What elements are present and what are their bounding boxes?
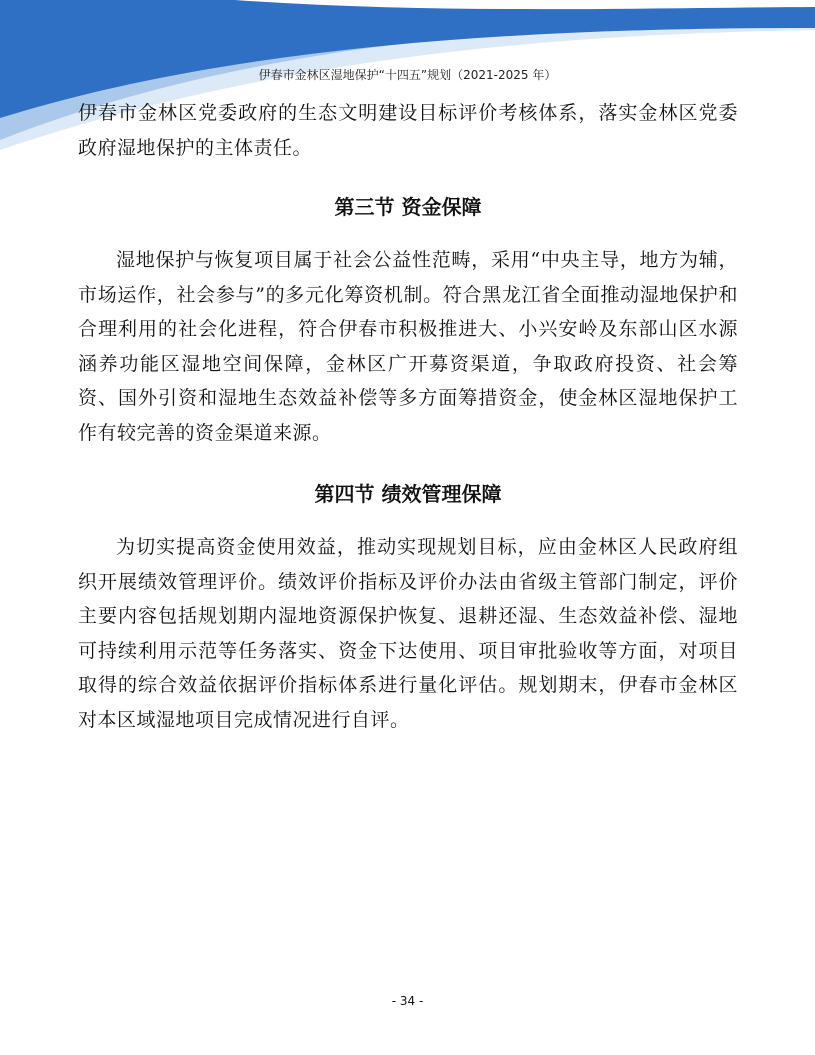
section-4-title: 第四节 绩效管理保障 bbox=[314, 482, 502, 506]
page-number: - 34 - bbox=[391, 994, 424, 1008]
section-3-paragraph: 湿地保护与恢复项目属于社会公益性范畴，采用“中央主导，地方为辅，市场运作，社会参与”的多元化筹资机制。符合黑龙江省全面推动湿地保护和合理利用的社会化进程，符合伊春市积极推进大、小兴安岭及东部山区水源涵养功能区湿地空间保障，金林区广开募资渠道，争取政府投资、社会筹资、国外引资和湿地生态效益补偿等多方面筹措资金，使金林区湿地保护工作有较完善的资金渠道来源。 bbox=[78, 249, 738, 444]
document-body bbox=[78, 96, 738, 737]
section-3-title: 第三节 资金保障 bbox=[334, 195, 482, 219]
section-4-paragraph: 为切实提高资金使用效益，推动实现规划目标，应由金林区人民政府组织开展绩效管理评价。绩效评价指标及评价办法由省级主管部门制定，评价主要内容包括规划期内湿地资源保护恢复、退耕还湿、生态效益补偿、湿地可持续利用示范等任务落实、资金下达使用、项目审批验收等方面，对项目取得的综合效益依据评价指标体系进行量化评估。规划期末，伊春市金林区对本区域湿地项目完成情况进行自评。 bbox=[78, 536, 738, 731]
running-header: 伊春市金林区湿地保护“十四五”规划（2021-2025 年） bbox=[258, 68, 557, 82]
intro-paragraph: 伊春市金林区党委政府的生态文明建设目标评价考核体系，落实金林区党委政府湿地保护的主体责任。 bbox=[78, 102, 738, 159]
